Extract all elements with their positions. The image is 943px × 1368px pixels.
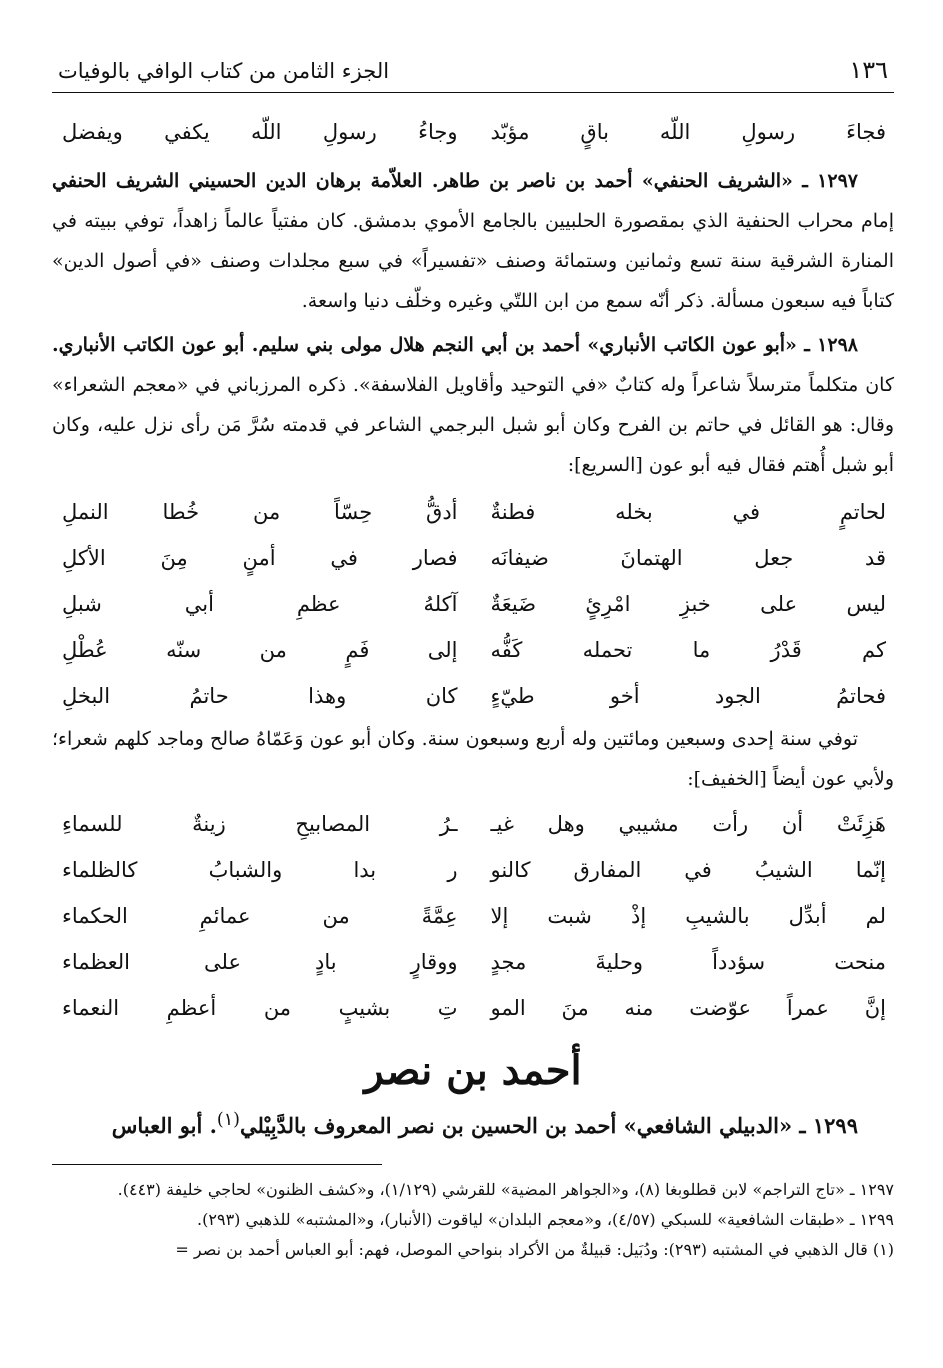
poem-khafif	[52, 801, 894, 1031]
verse-line	[52, 535, 894, 581]
verse-line	[52, 109, 894, 155]
verse-line	[52, 893, 894, 939]
hemistich-second: تِ بشيبٍ من أعظمِ النعماء	[62, 996, 458, 1020]
footnote-separator	[52, 1164, 382, 1165]
verse-line	[52, 489, 894, 535]
hemistich-second: كان وهذا حاتمُ البخلِ	[62, 684, 458, 708]
footnote: ١٢٩٩ ـ «طبقات الشافعية» للسبكي (٤/٥٧)، و«معجم البلدان» لياقوت (الأنبار)، و«المشتبه» للذهبي (٢٩٣).	[197, 1210, 894, 1229]
running-title: الجزء الثامن من كتاب الوافي بالوفيات	[58, 59, 390, 83]
entry-text: كان متكلماً مترسلاً شاعراً وله كتابٌ «في التوحيد وأقاويل الفلاسفة». ذكره المرزباني في «معجم الشعراء» وقال: هو القائل في حاتم بن الفرح وكان أبو شبل البرجمي الشاعر في قدمته سُرَّ مَن رأى نزل عليه، وكان أبو شبل أُهتم فقال فيه أبو عون [السريع]:	[52, 374, 894, 476]
after-poem-paragraph: توفي سنة إحدى وسبعين ومائتين وله أربع وسبعون سنة. وكان أبو عون وَعَمّاهُ صالح وماجد كلهم شعراء؛ ولأبي عون أيضاً [الخفيف]:	[52, 728, 894, 790]
hemistich-first: ليس على خبزِ امْرِئٍ ضَيعَةٌ	[490, 592, 886, 616]
verse-line	[52, 939, 894, 985]
hemistich-first: إنّما الشيبُ في المفارق كالنو	[490, 858, 886, 882]
hemistich-second: آكلهُ عظمِ أبي شبلِ	[62, 592, 458, 616]
verse-line	[52, 627, 894, 673]
entry-1298	[52, 325, 894, 485]
hemistich-second: ـرُ المصابيحِ زينةٌ للسماءِ	[62, 812, 458, 836]
hemistich-first: قد جعل الهتمانَ ضيفانَه	[490, 546, 886, 570]
entry-text: إمام محراب الحنفية الذي بمقصورة الحلبيين بالجامع الأموي بدمشق. كان مفتياً عالماً زاهداً، توفي ببيته في المنارة الشرقية سنة تسع وثمانين وستمائة وصنف «تفسيراً» في سبع مجلدات وصنف «في أصول الدين» كتاباً فيه سبعون مسألة. ذكر أنّه سمع من ابن اللتّي وغيره وخلّف دنيا واسعة.	[52, 210, 894, 312]
hemistich-first: كم قَدْرُ ما تحمله كَفُّه	[490, 638, 886, 662]
entry-heading-tail: . أبو العباس	[111, 1113, 217, 1138]
entry-heading: ١٢٩٩ ـ «الدبيلي الشافعي» أحمد بن الحسين بن نصر المعروف بالدَّبِيْلي	[239, 1113, 858, 1138]
hemistich-second: وجاءُ رسولِ اللّه يكفي ويفضل	[62, 120, 458, 144]
page-header	[52, 50, 894, 93]
hemistich-second: ر بدا والشبابُ كالظلماء	[62, 858, 458, 882]
footnote-reference[interactable]: (١)	[216, 1110, 240, 1130]
hemistich-second: عِمَّةً من عمائمِ الحكماء	[62, 904, 458, 928]
hemistich-second: ووقارٍ بادٍ على العظماء	[62, 950, 458, 974]
hemistich-first: هَزِئَتْ أن رأت مشيبي وهل غيـ	[490, 812, 886, 836]
footnotes	[52, 1175, 894, 1265]
hemistich-second: إلى فَمٍ من سنّه عُطْلِ	[62, 638, 458, 662]
footnote: ١٢٩٧ ـ «تاج التراجم» لابن قطلوبغا (٨)، و«الجواهر المضية» للقرشي (١/١٢٩)، و«كشف الظنون» لحاجي خليفة (٤٤٣).	[117, 1180, 894, 1199]
opening-verse	[52, 109, 894, 155]
entry-1297	[52, 161, 894, 321]
page-number: ١٣٦	[849, 56, 888, 84]
section-title: أحمد بن نصر	[364, 1047, 582, 1094]
hemistich-first: لم أبدِّل بالشيبِ إذْ شبت إلا	[490, 904, 886, 928]
poem-saree	[52, 489, 894, 719]
hemistich-first: لحاتمٍ في بخله فطنةٌ	[490, 500, 886, 524]
verse-line	[52, 847, 894, 893]
entry-heading: ١٢٩٨ ـ «أبو عون الكاتب الأنباري» أحمد بن أبي النجم هلال مولى بني سليم. أبو عون الكاتب الأنباري.	[52, 334, 858, 356]
hemistich-second: أدقُّ حِسّاً من خُطا النملِ	[62, 500, 458, 524]
hemistich-first: منحت سؤدداً وحليةَ مجدٍ	[490, 950, 886, 974]
book-page	[52, 50, 894, 1265]
entry-heading: ١٢٩٧ ـ «الشريف الحنفي» أحمد بن ناصر بن طاهر. العلاّمة برهان الدين الحسيني الشريف الحنفي	[52, 170, 858, 192]
verse-line	[52, 801, 894, 847]
hemistich-first: فجاءَ رسولِ اللّه باقٍ مؤبّد	[490, 120, 886, 144]
verse-line	[52, 581, 894, 627]
entry-1299	[52, 1098, 894, 1148]
hemistich-first: إنَّ عمراً عوّضت منه منَ المو	[490, 996, 886, 1020]
hemistich-second: فصار في أمنٍ مِنَ الأكلِ	[62, 546, 458, 570]
verse-line	[52, 673, 894, 719]
hemistich-first: فحاتمُ الجود أخو طيّءٍ	[490, 684, 886, 708]
verse-line	[52, 985, 894, 1031]
footnote: (١) قال الذهبي في المشتبه (٢٩٣): ودُبَيل: قبيلةٌ من الأكراد بنواحي الموصل، فهم: أبو العباس أحمد بن نصر =	[175, 1240, 894, 1259]
